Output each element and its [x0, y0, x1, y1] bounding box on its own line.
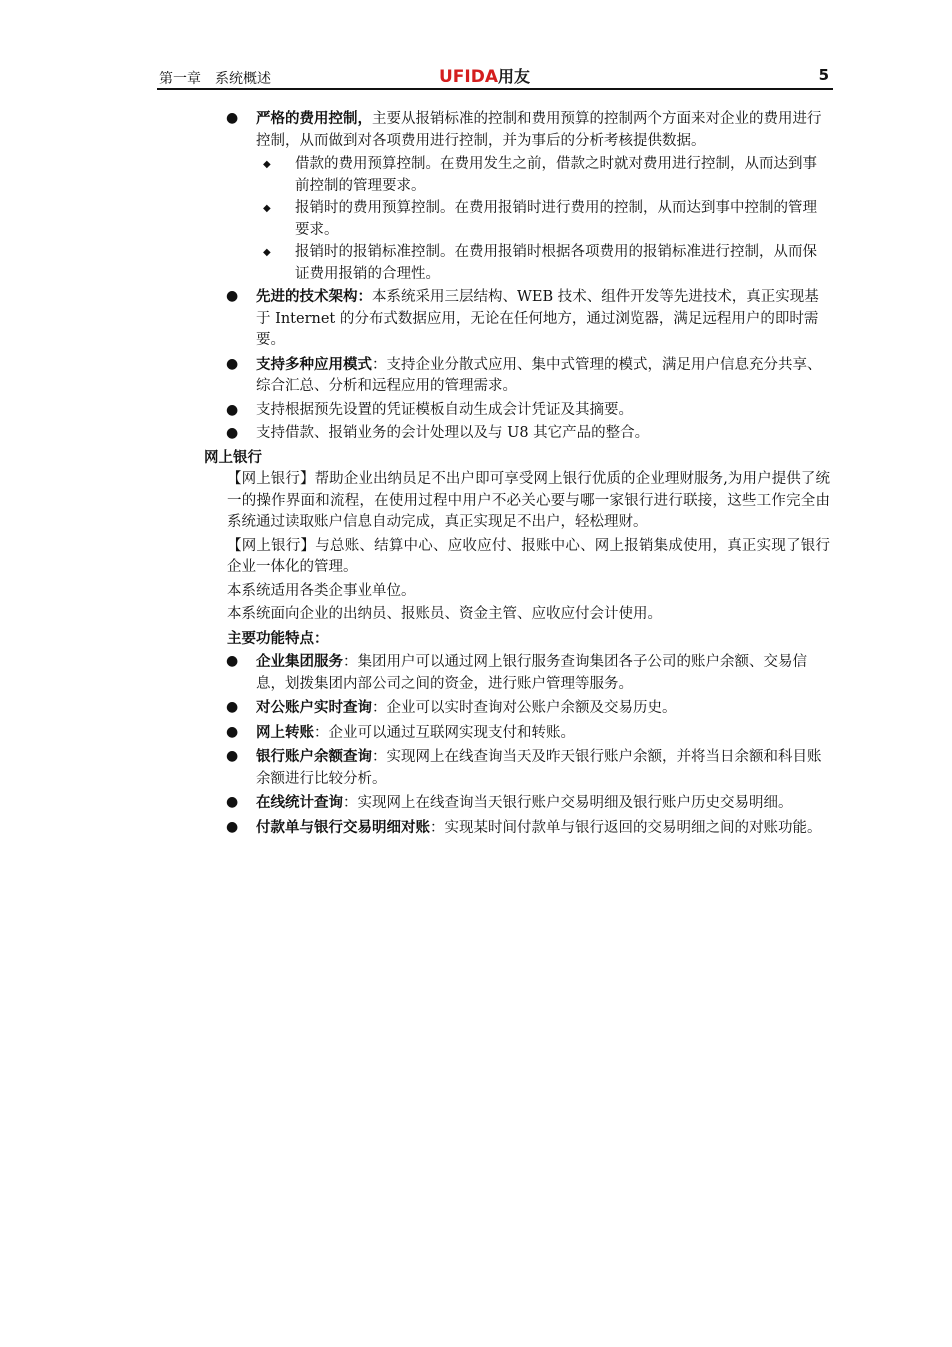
- feature-heading: 在线统计查询: [256, 794, 343, 811]
- page-header: [157, 62, 833, 90]
- feature-heading: 银行账户余额查询: [256, 748, 372, 765]
- features-title: 主要功能特点：: [227, 629, 329, 647]
- top-bullet-list: [0, 108, 952, 445]
- bullet-icon: ●: [226, 110, 239, 126]
- feature-item: [0, 697, 952, 720]
- feature-text: ：实现某时间付款单与银行返回的交易明细之间的对账功能。: [430, 819, 822, 836]
- feature-text: ：集团用户可以通过网上银行服务查询集团各子公司的账户余额、交易信息，划拨集团内部公司之间的资金，进行账户管理等服务。: [256, 654, 807, 692]
- sub-list-item: [0, 154, 952, 197]
- item-text: 主要从报销标准的控制和费用预算的控制两个方面来对企业的费用进行控制，从而做到对各项费用进行控制，并为事后的分析考核提供数据。: [256, 111, 822, 149]
- bullet-icon: ●: [226, 425, 239, 441]
- logo-cn: 用友: [498, 67, 531, 86]
- sub-item-text: 报销时的费用预算控制。在费用报销时进行费用的控制，从而达到事中控制的管理要求。: [295, 200, 817, 238]
- item-text: 支持根据预先设置的凭证模板自动生成会计凭证及其摘要。: [256, 401, 633, 418]
- feature-heading: 企业集团服务: [256, 653, 343, 670]
- bullet-icon: ●: [226, 401, 239, 418]
- feature-text: ：企业可以实时查询对公账户余额及交易历史。: [372, 700, 677, 716]
- bullet-icon: ●: [226, 288, 239, 304]
- bullet-icon: ●: [226, 748, 239, 764]
- item-heading: 支持多种应用模式: [256, 355, 372, 373]
- diamond-icon: ◆: [263, 159, 271, 170]
- feature-text: ：实现网上在线查询当天及昨天银行账户余额，并将当日余额和科目账余额进行比较分析。: [256, 749, 822, 787]
- list-item: [0, 286, 952, 352]
- feature-heading: 付款单与银行交易明细对账: [256, 818, 430, 836]
- sub-list-item: [0, 198, 952, 241]
- item-text: ：支持企业分散式应用、集中式管理的模式，满足用户信息充分共享、综合汇总、分析和远程应用的管理需求。: [256, 356, 822, 394]
- paragraph: 【网上银行】与总账、结算中心、应收应付、报账中心、网上报销集成使用，真正实现了银行企业一体化的管理。: [227, 537, 830, 575]
- header-rule: [157, 88, 833, 90]
- list-item: [0, 108, 952, 152]
- feature-text: ：实现网上在线查询当天银行账户交易明细及银行账户历史交易明细。: [343, 795, 793, 811]
- bullet-icon: ●: [226, 355, 239, 372]
- sub-item-text: 报销时的报销标准控制。在费用报销时根据各项费用的报销标准进行控制，从而保证费用报销的合理性。: [295, 244, 817, 282]
- list-item: [0, 400, 952, 422]
- feature-item: [0, 722, 952, 745]
- feature-text: ：企业可以通过互联网实现支付和转账。: [314, 724, 575, 741]
- bullet-icon: ●: [226, 794, 239, 810]
- bullet-icon: ●: [226, 818, 239, 835]
- feature-heading: 网上转账: [256, 723, 314, 741]
- page-body: [0, 108, 952, 841]
- sub-item-text: 借款的费用预算控制。在费用发生之前，借款之时就对费用进行控制，从而达到事前控制的管理要求。: [295, 156, 817, 194]
- chapter-title: 第一章 系统概述: [159, 71, 271, 87]
- page-number: 5: [818, 66, 829, 84]
- item-heading: 严格的费用控制，: [256, 110, 372, 127]
- item-text: 本系统采用三层结构、WEB 技术、组件开发等先进技术，真正实现基于 Internet 的分布式数据应用，无论在任何地方，通过浏览器，满足远程用户的即时需要。: [256, 289, 819, 348]
- diamond-icon: ◆: [263, 203, 271, 214]
- sub-list-item: [0, 242, 952, 285]
- bullet-icon: ●: [226, 723, 239, 740]
- feature-item: [0, 746, 952, 790]
- item-heading: 先进的技术架构：: [256, 288, 372, 305]
- feature-item: [0, 651, 952, 695]
- item-text: 支持借款、报销业务的会计处理以及与 U8 其它产品的整合。: [256, 425, 650, 441]
- logo-brand: UFIDA: [439, 67, 499, 87]
- paragraph: 本系统适用各类企事业单位。: [227, 582, 416, 599]
- list-item: [0, 354, 952, 398]
- bullet-icon: ●: [226, 699, 239, 715]
- feature-list: [0, 651, 952, 839]
- bullet-icon: ●: [226, 653, 239, 669]
- paragraph: 本系统面向企业的出纳员、报账员、资金主管、应收应付会计使用。: [227, 606, 662, 622]
- section-title: 网上银行: [204, 448, 262, 466]
- feature-item: [0, 817, 952, 840]
- feature-item: [0, 792, 952, 815]
- list-item: [0, 423, 952, 445]
- ufida-logo: [439, 64, 530, 87]
- paragraph: 【网上银行】帮助企业出纳员足不出户即可享受网上银行优质的企业理财服务,为用户提供了统一的操作界面和流程，在使用过程中用户不必关心要与哪一家银行进行联接，这些工作完全由系统通过读取账户信息自动完成，真正实现足不出户，轻松理财。: [227, 471, 830, 530]
- feature-heading: 对公账户实时查询: [256, 699, 372, 716]
- diamond-icon: ◆: [263, 247, 271, 258]
